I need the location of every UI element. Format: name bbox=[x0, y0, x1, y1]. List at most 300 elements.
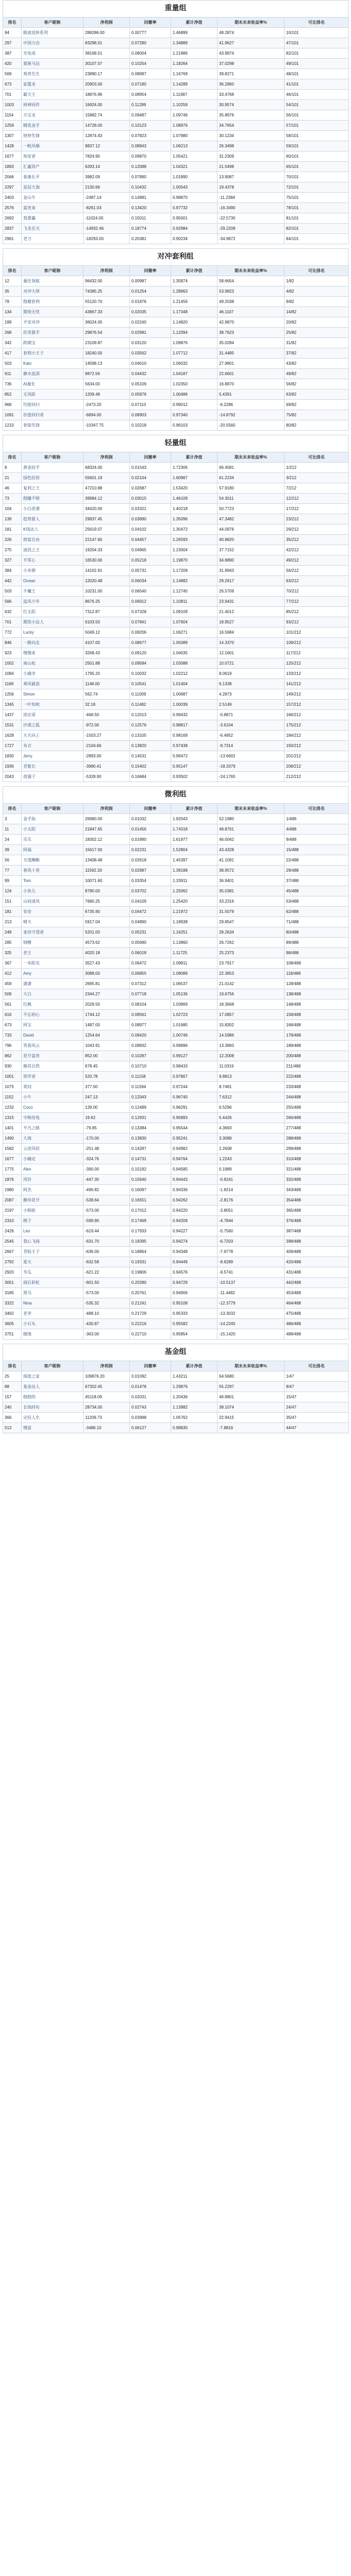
table-row bbox=[3, 669, 349, 679]
table-cell: -535.32 bbox=[83, 1298, 130, 1309]
table-cell: 72/101 bbox=[285, 182, 349, 193]
table-cell: 1.53420 bbox=[171, 483, 218, 494]
client-nickname-cell: 平常心 bbox=[22, 555, 83, 566]
table-cell: 0.94336 bbox=[171, 1185, 218, 1195]
table-cell: 199 bbox=[3, 317, 22, 328]
table-cell: 25619.07 bbox=[83, 524, 130, 535]
table-cell: 0.03354 bbox=[130, 876, 171, 886]
table-cell: 1.11725 bbox=[171, 948, 218, 958]
table-cell: 33.2316 bbox=[218, 896, 285, 907]
client-nickname-cell: 均值回归 bbox=[22, 400, 83, 410]
section-gap bbox=[3, 244, 348, 248]
table-cell: 611 bbox=[3, 369, 22, 379]
table-cell: 43.9874 bbox=[218, 48, 285, 59]
table-cell: 36.2860 bbox=[218, 79, 285, 90]
table-cell: -3.8051 bbox=[218, 1206, 285, 1216]
client-nickname-cell: Amy bbox=[22, 969, 83, 979]
table-cell: 1.03869 bbox=[171, 999, 218, 1010]
table-cell: 0.11482 bbox=[130, 700, 171, 710]
table-row bbox=[3, 162, 349, 172]
client-nickname-cell: 基金达人 bbox=[22, 1382, 83, 1392]
table-row bbox=[3, 1247, 349, 1257]
table-row bbox=[3, 835, 349, 845]
client-nickname-cell: 小确幸 bbox=[22, 669, 83, 679]
table-cell: 16924.00 bbox=[83, 100, 130, 110]
table-cell: 43/82 bbox=[285, 359, 349, 369]
table-cell: 57/101 bbox=[285, 121, 349, 131]
table-cell: 20/82 bbox=[285, 317, 349, 328]
table-cell: 0.09420 bbox=[130, 1030, 171, 1041]
table-cell: 3751 bbox=[3, 1329, 22, 1340]
table-cell: 0.09487 bbox=[130, 110, 171, 121]
table-cell: 0.02035 bbox=[130, 307, 171, 317]
table-cell: 63/82 bbox=[285, 389, 349, 400]
table-cell: 2837 bbox=[3, 224, 22, 234]
table-cell: 81/101 bbox=[285, 213, 349, 224]
table-cell: 44.0976 bbox=[218, 524, 285, 535]
table-cell: 1.13860 bbox=[171, 938, 218, 948]
client-nickname-cell: 对冲大师 bbox=[22, 286, 83, 297]
table-cell: 2403 bbox=[3, 193, 22, 203]
table-cell: 266/488 bbox=[285, 1113, 349, 1123]
table-row bbox=[3, 999, 349, 1010]
table-cell: 7680.25 bbox=[83, 896, 130, 907]
table-cell: 420 bbox=[3, 59, 22, 69]
table-cell: 0.03890 bbox=[130, 514, 171, 524]
table-cell: 0.04102 bbox=[130, 524, 171, 535]
table-cell: 678.45 bbox=[83, 1061, 130, 1072]
table-cell: 332/488 bbox=[285, 1175, 349, 1185]
table-cell: 5634.00 bbox=[83, 379, 130, 389]
table-cell: 0.07180 bbox=[130, 79, 171, 90]
table-cell: 0.05231 bbox=[130, 927, 171, 938]
table-cell: 0.97732 bbox=[171, 203, 218, 213]
client-nickname-cell: 追风少年 bbox=[22, 597, 83, 607]
table-row bbox=[3, 121, 349, 131]
table-cell: 128/488 bbox=[285, 979, 349, 989]
table-cell: 1.09746 bbox=[171, 110, 218, 121]
table-row bbox=[3, 938, 349, 948]
table-row bbox=[3, 1175, 349, 1185]
table-cell: 1.74318 bbox=[171, 824, 218, 835]
table-row bbox=[3, 494, 349, 504]
table-cell: -7.6778 bbox=[218, 1247, 285, 1257]
table-cell: 70/101 bbox=[285, 172, 349, 182]
table-cell: 64.5680 bbox=[218, 1371, 285, 1382]
table-cell: 49/82 bbox=[285, 369, 349, 379]
table-cell: 0.21241 bbox=[130, 1298, 171, 1309]
table-cell: 2028.50 bbox=[83, 999, 130, 1010]
table-cell: 2545 bbox=[3, 1236, 22, 1247]
table-cell: 22.6601 bbox=[218, 369, 285, 379]
column-header: 客户昵称 bbox=[22, 18, 83, 28]
client-nickname-cell: 眼波流转系列 bbox=[22, 28, 83, 38]
table-cell: 0.99896 bbox=[171, 1041, 218, 1051]
column-header: 可比排名 bbox=[285, 266, 349, 276]
client-nickname-cell: 红枫 bbox=[22, 999, 83, 1010]
table-cell: 23109.87 bbox=[83, 338, 130, 348]
table-row bbox=[3, 1309, 349, 1319]
table-row bbox=[3, 1103, 349, 1113]
table-cell: 0.93502 bbox=[171, 772, 218, 782]
table-cell: 1.00039 bbox=[171, 700, 218, 710]
table-row bbox=[3, 566, 349, 576]
table-cell: 31.2309 bbox=[218, 151, 285, 162]
table-cell: 211/488 bbox=[285, 1061, 349, 1072]
table-cell: 118/488 bbox=[285, 969, 349, 979]
client-nickname-cell: 量化领航 bbox=[22, 276, 83, 286]
table-cell: -18.3379 bbox=[218, 761, 285, 772]
table-cell: 0.19331 bbox=[130, 1257, 171, 1267]
table-cell: 0.07718 bbox=[130, 989, 171, 999]
table-cell: 0.06127 bbox=[130, 1423, 171, 1433]
column-header: 排名 bbox=[3, 1361, 22, 1371]
table-cell: 12.2008 bbox=[218, 1051, 285, 1061]
table-row bbox=[3, 814, 349, 824]
client-nickname-cell: 初学者 bbox=[22, 1072, 83, 1082]
table-cell: 15/47 bbox=[285, 1392, 349, 1402]
table-cell: 47/101 bbox=[285, 38, 349, 48]
table-cell: 11209.73 bbox=[83, 1413, 130, 1423]
column-header: 排名 bbox=[3, 452, 22, 463]
client-nickname-cell: 阿福 bbox=[22, 845, 83, 855]
table-cell: -447.30 bbox=[83, 1175, 130, 1185]
table-cell: 35.0284 bbox=[218, 338, 285, 348]
table-row bbox=[3, 1154, 349, 1164]
table-cell: 0.08004 bbox=[130, 48, 171, 59]
client-nickname-cell: 知安者 bbox=[22, 151, 83, 162]
column-header: 客户昵称 bbox=[22, 1361, 83, 1371]
table-cell: 1.00687 bbox=[171, 689, 218, 700]
table-cell: 80/82 bbox=[285, 420, 349, 431]
table-cell: 255/488 bbox=[285, 1103, 349, 1113]
table-cell: 84/101 bbox=[285, 234, 349, 244]
table-cell: 475/488 bbox=[285, 1309, 349, 1319]
table-cell: 78/101 bbox=[285, 203, 349, 213]
table-cell: 139 bbox=[3, 514, 22, 524]
table-cell: 566 bbox=[3, 597, 22, 607]
table-row bbox=[3, 700, 349, 710]
client-nickname-cell: 中国力出 bbox=[22, 38, 83, 48]
table-cell: 366 bbox=[3, 1413, 22, 1423]
table-cell: 2087 bbox=[3, 1195, 22, 1206]
table-row bbox=[3, 504, 349, 514]
table-row bbox=[3, 1185, 349, 1195]
table-cell: 0.10432 bbox=[130, 182, 171, 193]
table-cell: 0.02687 bbox=[130, 483, 171, 494]
table-cell: 55.2297 bbox=[218, 1382, 285, 1392]
table-cell: 58.6654 bbox=[218, 276, 285, 286]
table-row bbox=[3, 628, 349, 638]
table-cell: 0.13105 bbox=[130, 731, 171, 741]
table-cell: 0.94764 bbox=[171, 1154, 218, 1164]
client-nickname-cell: 金山牛 bbox=[22, 193, 83, 203]
table-cell: 509 bbox=[3, 989, 22, 999]
column-header: 期末未来收益率% bbox=[218, 452, 285, 463]
table-cell: 1/82 bbox=[285, 276, 349, 286]
client-nickname-cell: 趋势猎人 bbox=[22, 514, 83, 524]
table-cell: 0.06472 bbox=[130, 958, 171, 969]
table-cell: 1.04321 bbox=[171, 162, 218, 172]
table-row bbox=[3, 545, 349, 555]
table-cell: 11.0319 bbox=[218, 1061, 285, 1072]
table-cell: 226 bbox=[3, 535, 22, 545]
client-nickname-cell: 小蚂蚁 bbox=[22, 1206, 83, 1216]
table-cell: 9872.56 bbox=[83, 369, 130, 379]
table-cell: 0.05876 bbox=[130, 389, 171, 400]
client-nickname-cell: 定投人生 bbox=[22, 1413, 83, 1423]
table-cell: 134 bbox=[3, 307, 22, 317]
table-cell: 5.4391 bbox=[218, 389, 285, 400]
table-cell: 1582 bbox=[3, 1144, 22, 1154]
table-cell: 8.0619 bbox=[218, 669, 285, 679]
table-cell: 0.07312 bbox=[130, 979, 171, 989]
client-nickname-cell: Jerry bbox=[22, 751, 83, 761]
table-cell: 4107.00 bbox=[83, 638, 130, 648]
table-cell: 0.01254 bbox=[130, 286, 171, 297]
table-row bbox=[3, 741, 349, 751]
table-cell: 503 bbox=[3, 359, 22, 369]
table-cell: 0.97438 bbox=[171, 741, 218, 751]
table-row bbox=[3, 689, 349, 700]
table-cell: 0.94262 bbox=[171, 1195, 218, 1206]
table-row bbox=[3, 1371, 349, 1382]
ranking-table bbox=[3, 452, 349, 782]
table-cell: 0.06540 bbox=[130, 586, 171, 597]
table-cell: -5328.90 bbox=[83, 772, 130, 782]
client-nickname-cell: 随缘 bbox=[22, 1329, 83, 1340]
table-cell: 5049.12 bbox=[83, 628, 130, 638]
table-cell: 1.33911 bbox=[171, 876, 218, 886]
table-cell: -6.7203 bbox=[218, 1236, 285, 1247]
table-cell: 3.3089 bbox=[218, 1133, 285, 1144]
table-cell: -14932.46 bbox=[83, 224, 130, 234]
table-cell: 67302.45 bbox=[83, 1382, 130, 1392]
table-cell: 25.2373 bbox=[218, 948, 285, 958]
table-cell: -4.7844 bbox=[218, 1216, 285, 1226]
table-cell: 158/488 bbox=[285, 1010, 349, 1020]
table-cell: 46.8801 bbox=[218, 1392, 285, 1402]
table-cell: 412 bbox=[3, 969, 22, 979]
table-cell: 184/212 bbox=[285, 731, 349, 741]
table-cell: 1.07980 bbox=[171, 131, 218, 141]
table-cell: 398/488 bbox=[285, 1236, 349, 1247]
table-cell: 56/101 bbox=[285, 110, 349, 121]
table-row bbox=[3, 141, 349, 151]
table-cell: 166/212 bbox=[285, 710, 349, 720]
table-cell: 1/488 bbox=[285, 814, 349, 824]
table-row bbox=[3, 1123, 349, 1133]
section-gap bbox=[3, 431, 348, 435]
table-cell: 0.16684 bbox=[130, 772, 171, 782]
table-cell: 14102.91 bbox=[83, 566, 130, 576]
table-cell: 53/488 bbox=[285, 896, 349, 907]
column-header: 客户昵称 bbox=[22, 804, 83, 814]
table-cell: 1.21456 bbox=[171, 297, 218, 307]
table-cell: 0.94274 bbox=[171, 1236, 218, 1247]
table-cell: 34.7654 bbox=[218, 121, 285, 131]
client-nickname-cell: 绿色投资 bbox=[22, 473, 83, 483]
table-cell: 0.08561 bbox=[130, 1010, 171, 1020]
table-cell: 1.39188 bbox=[171, 866, 218, 876]
ranking-table bbox=[3, 17, 349, 244]
table-cell: 0.07328 bbox=[130, 607, 171, 617]
table-cell: 1.30472 bbox=[171, 524, 218, 535]
table-cell: 8676.25 bbox=[83, 597, 130, 607]
table-cell: 1.13982 bbox=[171, 1402, 218, 1413]
table-cell: 1.92043 bbox=[171, 814, 218, 824]
table-cell: -2.8176 bbox=[218, 1195, 285, 1206]
table-cell: 0.07110 bbox=[130, 400, 171, 410]
table-row bbox=[3, 524, 349, 535]
table-cell: 2576 bbox=[3, 203, 22, 213]
client-nickname-cell: Leo bbox=[22, 1226, 83, 1236]
table-row bbox=[3, 59, 349, 69]
client-nickname-cell: 锦鲤 bbox=[22, 938, 83, 948]
table-cell: 1.02212 bbox=[171, 669, 218, 679]
table-cell: 1.05089 bbox=[171, 638, 218, 648]
table-cell: 1/47 bbox=[285, 1371, 349, 1382]
table-cell: 0.10541 bbox=[130, 679, 171, 689]
table-cell: 1.05136 bbox=[171, 989, 218, 999]
table-cell: -13.6602 bbox=[218, 751, 285, 761]
column-header: 净利润 bbox=[83, 452, 130, 463]
table-cell: 7/212 bbox=[285, 483, 349, 494]
table-row bbox=[3, 297, 349, 307]
table-cell: 54.3011 bbox=[218, 494, 285, 504]
table-cell: 387 bbox=[3, 48, 22, 59]
table-cell: 35.8976 bbox=[218, 110, 285, 121]
table-cell: 1.09811 bbox=[171, 958, 218, 969]
table-cell: 2920 bbox=[3, 1267, 22, 1278]
table-row bbox=[3, 710, 349, 720]
table-cell: 31.9943 bbox=[218, 566, 285, 576]
table-cell: 288/488 bbox=[285, 1133, 349, 1144]
table-cell: 21.4012 bbox=[218, 607, 285, 617]
client-nickname-cell: 小牛 bbox=[22, 1092, 83, 1103]
table-cell: -636.00 bbox=[83, 1247, 130, 1257]
table-cell: 1.00543 bbox=[171, 182, 218, 193]
client-nickname-cell: 波段之王 bbox=[22, 545, 83, 555]
table-cell: 520.78 bbox=[83, 1072, 130, 1082]
table-cell: 35/212 bbox=[285, 535, 349, 545]
table-cell: 1.45397 bbox=[171, 855, 218, 866]
table-cell: 128.00 bbox=[83, 1103, 130, 1113]
table-cell: 8.7481 bbox=[218, 1082, 285, 1092]
table-cell: 2.2608 bbox=[218, 1144, 285, 1154]
table-cell: 1.10259 bbox=[171, 100, 218, 110]
client-nickname-cell: 雨后彩虹 bbox=[22, 1278, 83, 1288]
table-cell: 1.35096 bbox=[171, 514, 218, 524]
table-row bbox=[3, 100, 349, 110]
table-row bbox=[3, 824, 349, 835]
client-nickname-cell: 价值回归者 bbox=[22, 410, 83, 420]
table-cell: 0.03120 bbox=[130, 338, 171, 348]
table-cell: 285 bbox=[3, 938, 22, 948]
table-cell: 1209.48 bbox=[83, 389, 130, 400]
table-cell: 208/212 bbox=[285, 761, 349, 772]
table-row bbox=[3, 720, 349, 731]
table-cell: 1.40218 bbox=[171, 504, 218, 514]
table-cell: 9/488 bbox=[285, 835, 349, 845]
table-cell: 109/212 bbox=[285, 638, 349, 648]
table-cell: 0.04965 bbox=[130, 545, 171, 555]
table-cell: 0.22216 bbox=[130, 1319, 171, 1329]
table-cell: -573.00 bbox=[83, 1288, 130, 1298]
table-cell: 1.28963 bbox=[171, 286, 218, 297]
client-nickname-cell: 平安对冲 bbox=[22, 317, 83, 328]
table-cell: 0.10218 bbox=[130, 420, 171, 431]
table-cell: 46.0042 bbox=[218, 835, 285, 845]
table-cell: 1259 bbox=[3, 121, 22, 131]
table-cell: 18.3668 bbox=[218, 999, 285, 1010]
table-cell: 0.94443 bbox=[171, 1175, 218, 1185]
table-cell: 181 bbox=[3, 907, 22, 917]
table-cell: 4.3693 bbox=[218, 1123, 285, 1133]
table-cell: -621.22 bbox=[83, 1267, 130, 1278]
client-nickname-cell: 乐乐 bbox=[22, 835, 83, 845]
table-cell: 0.01543 bbox=[130, 463, 171, 473]
client-nickname-cell: K线达人 bbox=[22, 524, 83, 535]
table-cell: 0.03702 bbox=[130, 886, 171, 896]
table-cell: 157 bbox=[3, 1392, 22, 1402]
client-nickname-cell: 无风险 bbox=[22, 389, 83, 400]
table-cell: 846 bbox=[3, 638, 22, 648]
client-nickname-cell: 蒙族马达 bbox=[22, 59, 83, 69]
table-cell: 33.4768 bbox=[218, 90, 285, 100]
table-cell: 37.7152 bbox=[218, 545, 285, 555]
client-nickname-cell: Nina bbox=[22, 1298, 83, 1309]
table-cell: 365/488 bbox=[285, 1206, 349, 1216]
client-nickname-cell: 观奇先生 bbox=[22, 69, 83, 79]
table-cell: -14.2245 bbox=[218, 1319, 285, 1329]
table-row bbox=[3, 1413, 349, 1423]
table-cell: 0.08987 bbox=[130, 69, 171, 79]
table-row bbox=[3, 751, 349, 761]
table-cell: -10347.75 bbox=[83, 420, 130, 431]
table-cell: 0.06855 bbox=[130, 969, 171, 979]
table-row bbox=[3, 607, 349, 617]
client-nickname-cell: 阿杰 bbox=[22, 1185, 83, 1195]
table-cell: 8 bbox=[3, 463, 22, 473]
table-cell: 49.2038 bbox=[218, 297, 285, 307]
section-title: 重量组 bbox=[3, 0, 348, 17]
table-cell: 1.19870 bbox=[171, 555, 218, 566]
client-nickname-cell: 淡定哥 bbox=[22, 710, 83, 720]
table-cell: 562.74 bbox=[83, 689, 130, 700]
table-cell: 25/82 bbox=[285, 328, 349, 338]
table-cell: -7.8816 bbox=[218, 1423, 285, 1433]
table-cell: 1345 bbox=[3, 700, 22, 710]
table-cell: 0.95147 bbox=[171, 761, 218, 772]
table-cell: 1.14882 bbox=[171, 576, 218, 586]
table-cell: 4/82 bbox=[285, 286, 349, 297]
table-cell: 8/47 bbox=[285, 1382, 349, 1392]
table-cell: 3527.43 bbox=[83, 958, 130, 969]
table-cell: 4020.18 bbox=[83, 948, 130, 958]
table-cell: -6.2286 bbox=[218, 400, 285, 410]
client-nickname-cell: 不忘初心 bbox=[22, 1010, 83, 1020]
table-cell: 736 bbox=[3, 379, 22, 389]
table-cell: 17/212 bbox=[285, 504, 349, 514]
table-cell: 20903.00 bbox=[83, 79, 130, 90]
table-cell: 852.00 bbox=[83, 1051, 130, 1061]
table-cell: 74385.25 bbox=[83, 286, 130, 297]
table-cell: 0.04457 bbox=[130, 535, 171, 545]
table-cell: 26.7262 bbox=[218, 938, 285, 948]
table-cell: -538.64 bbox=[83, 1195, 130, 1206]
table-cell: 0.94576 bbox=[171, 1267, 218, 1278]
